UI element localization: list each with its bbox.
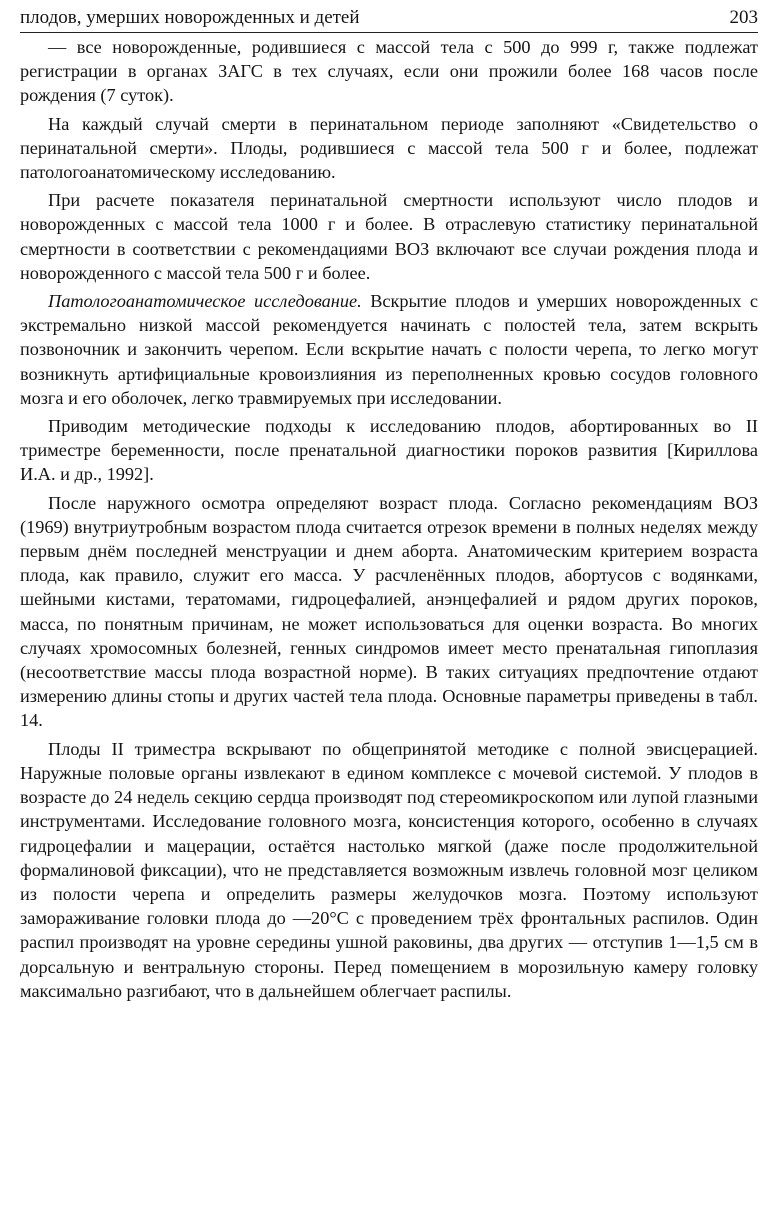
section-run-in-heading: Патологоанатомическое исследование. <box>48 291 362 312</box>
paragraph <box>20 289 758 410</box>
body-text <box>20 35 758 1003</box>
header-rule <box>20 32 758 33</box>
paragraph <box>20 491 758 733</box>
paragraph-text: Вскрытие плодов и умерших новорожденных с экстремально низкой массой рекомендуется начинать с полостей тела, затем вскрыть позвоночник и закончить черепом. Если вскрытие начать с полости черепа, то легко могут возникнуть артифициальные кровоизлияния из переполненных кровью сосудов головного мозга и его оболочек, легко травмируемых при исследовании. <box>20 291 759 408</box>
running-head-title: плодов, умерших новорожденных и детей <box>20 7 360 28</box>
running-head <box>20 6 758 30</box>
paragraph-text: После наружного осмотра определяют возраст плода. Согласно рекомендациям ВОЗ (1969) внутриутробным возрастом плода считается отрезок времени в полных неделях между первым днём последней менструации и днем аборта. Анатомическим критерием возраста плода, как правило, служит его масса. У расчленённых плодов, абортусов с водянками, шейными кистами, тератомами, гидроцефалией, анэнцефалией и рядом других пороков, масса, по понятным причинам, не может использоваться для оценки возраста. Во многих случаях хромосомных болезней, генных синдромов имеет место пренатальная гипоплазия (несоответствие массы плода возрастной норме). В таких ситуациях предпочтение отдают измерению длины стопы и других частей тела плода. Основные параметры приведены в табл. 14. <box>20 492 758 731</box>
paragraph-text: Плоды II триместра вскрывают по общепринятой методике с полной эвисцерацией. Наружные половые органы извлекают в едином комплексе с мочевой системой. У плодов в возрасте до 24 недель секцию сердца производят под стереомикроскопом или лупой глазными инструментами. Исследование головного мозга, консистенция которого, особенно в случаях гидроцефалии и мацерации, остаётся настолько мягкой (даже после продолжительной формалиновой фиксации), что не представляется возможным извлечь головной мозг целиком из полости черепа и определить размеры желудочков мозга. Поэтому используют замораживание головки плода до —20°С с проведением трёх фронтальных распилов. Один распил производят на уровне середины ушной раковины, два других — отступив 1—1,5 см в дорсальную и вентральную стороны. Перед помещением в морозильную камеру головку максимально разгибают, что в дальнейшем облегчает распилы. <box>20 738 758 1001</box>
paragraph-text: При расчете показателя перинатальной смертности используют число плодов и новорожденных с массой тела 1000 г и более. В отраслевую статистику перинатальной смертности в соответствии с рекомендациями ВОЗ включают все случаи рождения плода и новорожденного с массой тела 500 г и более. <box>20 190 758 283</box>
page-number: 203 <box>729 7 758 28</box>
paragraph-text: Приводим методические подходы к исследованию плодов, абортированных во II триместре беременности, после пренатальной диагностики пороков развития [Кириллова И.А. и др., 1992]. <box>20 416 758 485</box>
paragraph <box>20 112 758 185</box>
paragraph-text: На каждый случай смерти в перинатальном периоде заполняют «Свидетельство о перинатальной смерти». Плоды, родившиеся с массой тела 500 г и более, подлежат патологоанатомическому исследованию. <box>20 113 758 183</box>
paragraph <box>20 414 758 487</box>
paragraph <box>20 737 758 1003</box>
paragraph-text: — все новорожденные, родившиеся с массой тела с 500 до 999 г, также подлежат регистрации в органах ЗАГС в тех случаях, если они прожили более 168 часов после рождения (7 суток). <box>20 37 758 106</box>
paragraph <box>20 188 758 285</box>
paragraph <box>20 35 758 108</box>
